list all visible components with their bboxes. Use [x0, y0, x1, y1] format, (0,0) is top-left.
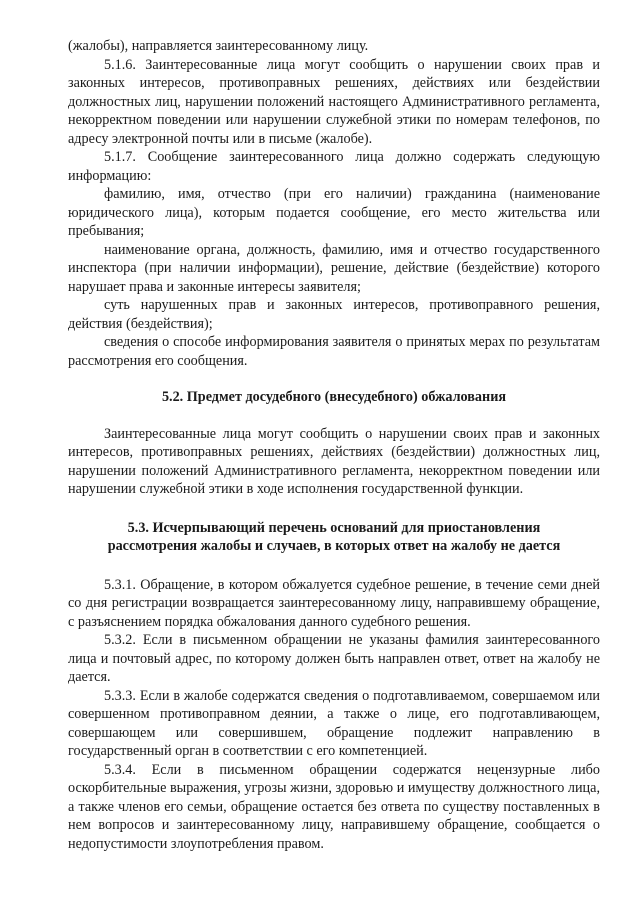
section-5-3-heading-line2: рассмотрения жалобы и случаев, в которых ответ на жалобу не дается — [107, 538, 561, 554]
list-item-notification: сведения о способе информирования заявителя о принятых мерах по результатам рассмотрения его сообщения. — [68, 334, 600, 369]
section-5-2-text: Заинтересованные лица могут сообщить о нарушении своих прав и законных интересов, противоправных решениях, действиях (бездействии) должностных лиц, нарушении положений Административного регламента, некорректном поведении или нарушении служебной этики в ходе исполнения государственной функции. — [68, 425, 600, 497]
section-5-3-heading-line1: 5.3. Исчерпывающий перечень оснований для приостановления — [127, 519, 541, 536]
paragraph-continuation: (жалобы), направляется заинтересованному лицу. — [68, 38, 369, 54]
list-item-name: фамилию, имя, отчество (при его наличии) гражданина (наименование юридического лица), которым подается сообщение, его место жительства или пребывания; — [68, 186, 600, 239]
paragraph-5-1-7: 5.1.7. Сообщение заинтересованного лица должно содержать следующую информацию: — [68, 149, 600, 184]
document-page — [68, 37, 600, 853]
list-item-organ: наименование органа, должность, фамилию, имя и отчество государственного инспектора (при наличии информации), решение, действие (бездействие) которого нарушает права и законные интересы заявителя; — [68, 241, 600, 295]
paragraph-5-3-3: 5.3.3. Если в жалобе содержатся сведения о подготавливаемом, совершаемом или совершенном противоправном деянии, а также о лице, его подготавливающем, совершающем или совершившем, обращение подлежит направлению в государственный орган в соответствии с его компетенцией. — [68, 687, 600, 759]
section-5-2-heading: 5.2. Предмет досудебного (внесудебного) обжалования — [161, 389, 507, 405]
section-5-3-heading — [68, 519, 600, 556]
paragraph-5-3-4: 5.3.4. Если в письменном обращении содержатся нецензурные либо оскорбительные выражения, угрозы жизни, здоровью и имуществу должностного лица, а также членов его семьи, обращение остается без ответа по существу поставленных в нем вопросов и заинтересованному лицу, направившему обращение, сообщается о недопустимости злоупотребления правом. — [68, 761, 600, 852]
paragraph-5-3-1: 5.3.1. Обращение, в котором обжалуется судебное решение, в течение семи дней со дня регистрации возвращается заинтересованному лицу, направившему обращение, с разъяснением порядка обжалования данного судебного решения. — [68, 576, 600, 630]
paragraph-5-1-6: 5.1.6. Заинтересованные лица могут сообщить о нарушении своих прав и законных интересов, противоправных решениях, действиях или бездействии должностных лиц, нарушении положений настоящего Административного регламента, некорректном поведении или нарушении служебной этики по номерам телефонов, по адресу электронной почты или в письме (жалобе). — [68, 56, 600, 147]
list-item-essence: суть нарушенных прав и законных интересов, противоправного решения, действия (бездействия); — [68, 297, 600, 332]
paragraph-5-3-2: 5.3.2. Если в письменном обращении не указаны фамилия заинтересованного лица и почтовый адрес, по которому должен быть направлен ответ, ответ на жалобу не дается. — [68, 632, 600, 685]
